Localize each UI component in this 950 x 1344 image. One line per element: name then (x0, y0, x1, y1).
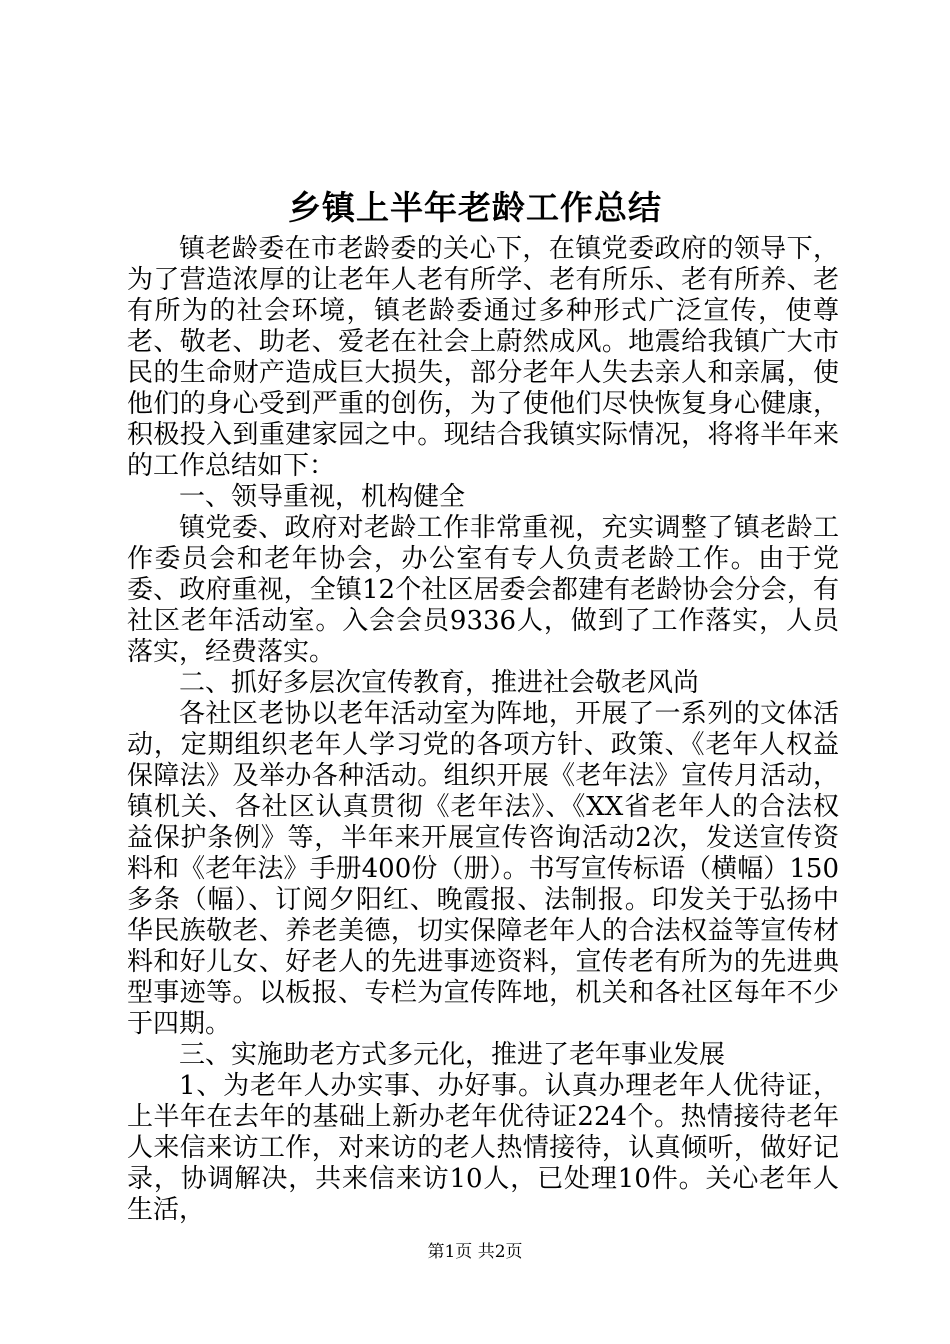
document-body (127, 234, 839, 1226)
section-heading-3: 三、实施助老方式多元化，推进了老年事业发展 (179, 1040, 726, 1070)
paragraph-leadership: 镇党委、政府对老龄工作非常重视，充实调整了镇老龄工作委员会和老年协会，办公室有专人负责老龄工作。由于党委、政府重视，全镇12个社区居委会都建有老龄协会分会，有社区老年活动室。入会会员9336人，做到了工作落实，人员落实，经费落实。 (127, 513, 839, 667)
section-heading-2: 二、抓好多层次宣传教育，推进社会敬老风尚 (179, 668, 700, 698)
paragraph-services: 1、为老年人办实事、办好事。认真办理老年人优待证，上半年在去年的基础上新办老年优待证224个。热情接待老年人来信来访工作，对来访的老人热情接待，认真倾听，做好记录，协调解决，共来信来访10人，已处理10件。关心老年人生活， (127, 1071, 839, 1225)
section-heading-1: 一、领导重视，机构健全 (179, 482, 466, 512)
document-title: 乡镇上半年老龄工作总结 (288, 188, 662, 227)
paragraph-publicity: 各社区老协以老年活动室为阵地，开展了一系列的文体活动，定期组织老年人学习党的各项方针、政策、《老年人权益保障法》及举办各种活动。组织开展《老年法》宣传月活动，镇机关、各社区认真贯彻《老年法》、《XX省老年人的合法权益保护条例》等，半年来开展宣传咨询活动2次，发送宣传资料和《老年法》手册400份（册）。书写宣传标语（横幅）150多条（幅）、订阅夕阳红、晚霞报、法制报。印发关于弘扬中华民族敬老、养老美德，切实保障老年人的合法权益等宣传材料和好儿女、好老人的先进事迹资料，宣传老有所为的先进典型事迹等。以板报、专栏为宣传阵地，机关和各社区每年不少于四期。 (127, 699, 839, 1039)
page-number-footer: 第1页 共2页 (427, 1242, 523, 1262)
paragraph-intro: 镇老龄委在市老龄委的关心下，在镇党委政府的领导下，为了营造浓厚的让老年人老有所学、老有所乐、老有所养、老有所为的社会环境，镇老龄委通过多种形式广泛宣传，使尊老、敬老、助老、爱老在社会上蔚然成风。地震给我镇广大市民的生命财产造成巨大损失，部分老年人失去亲人和亲属，使他们的身心受到严重的创伤，为了使他们尽快恢复身心健康，积极投入到重建家园之中。现结合我镇实际情况，将将半年来的工作总结如下： (127, 234, 839, 481)
